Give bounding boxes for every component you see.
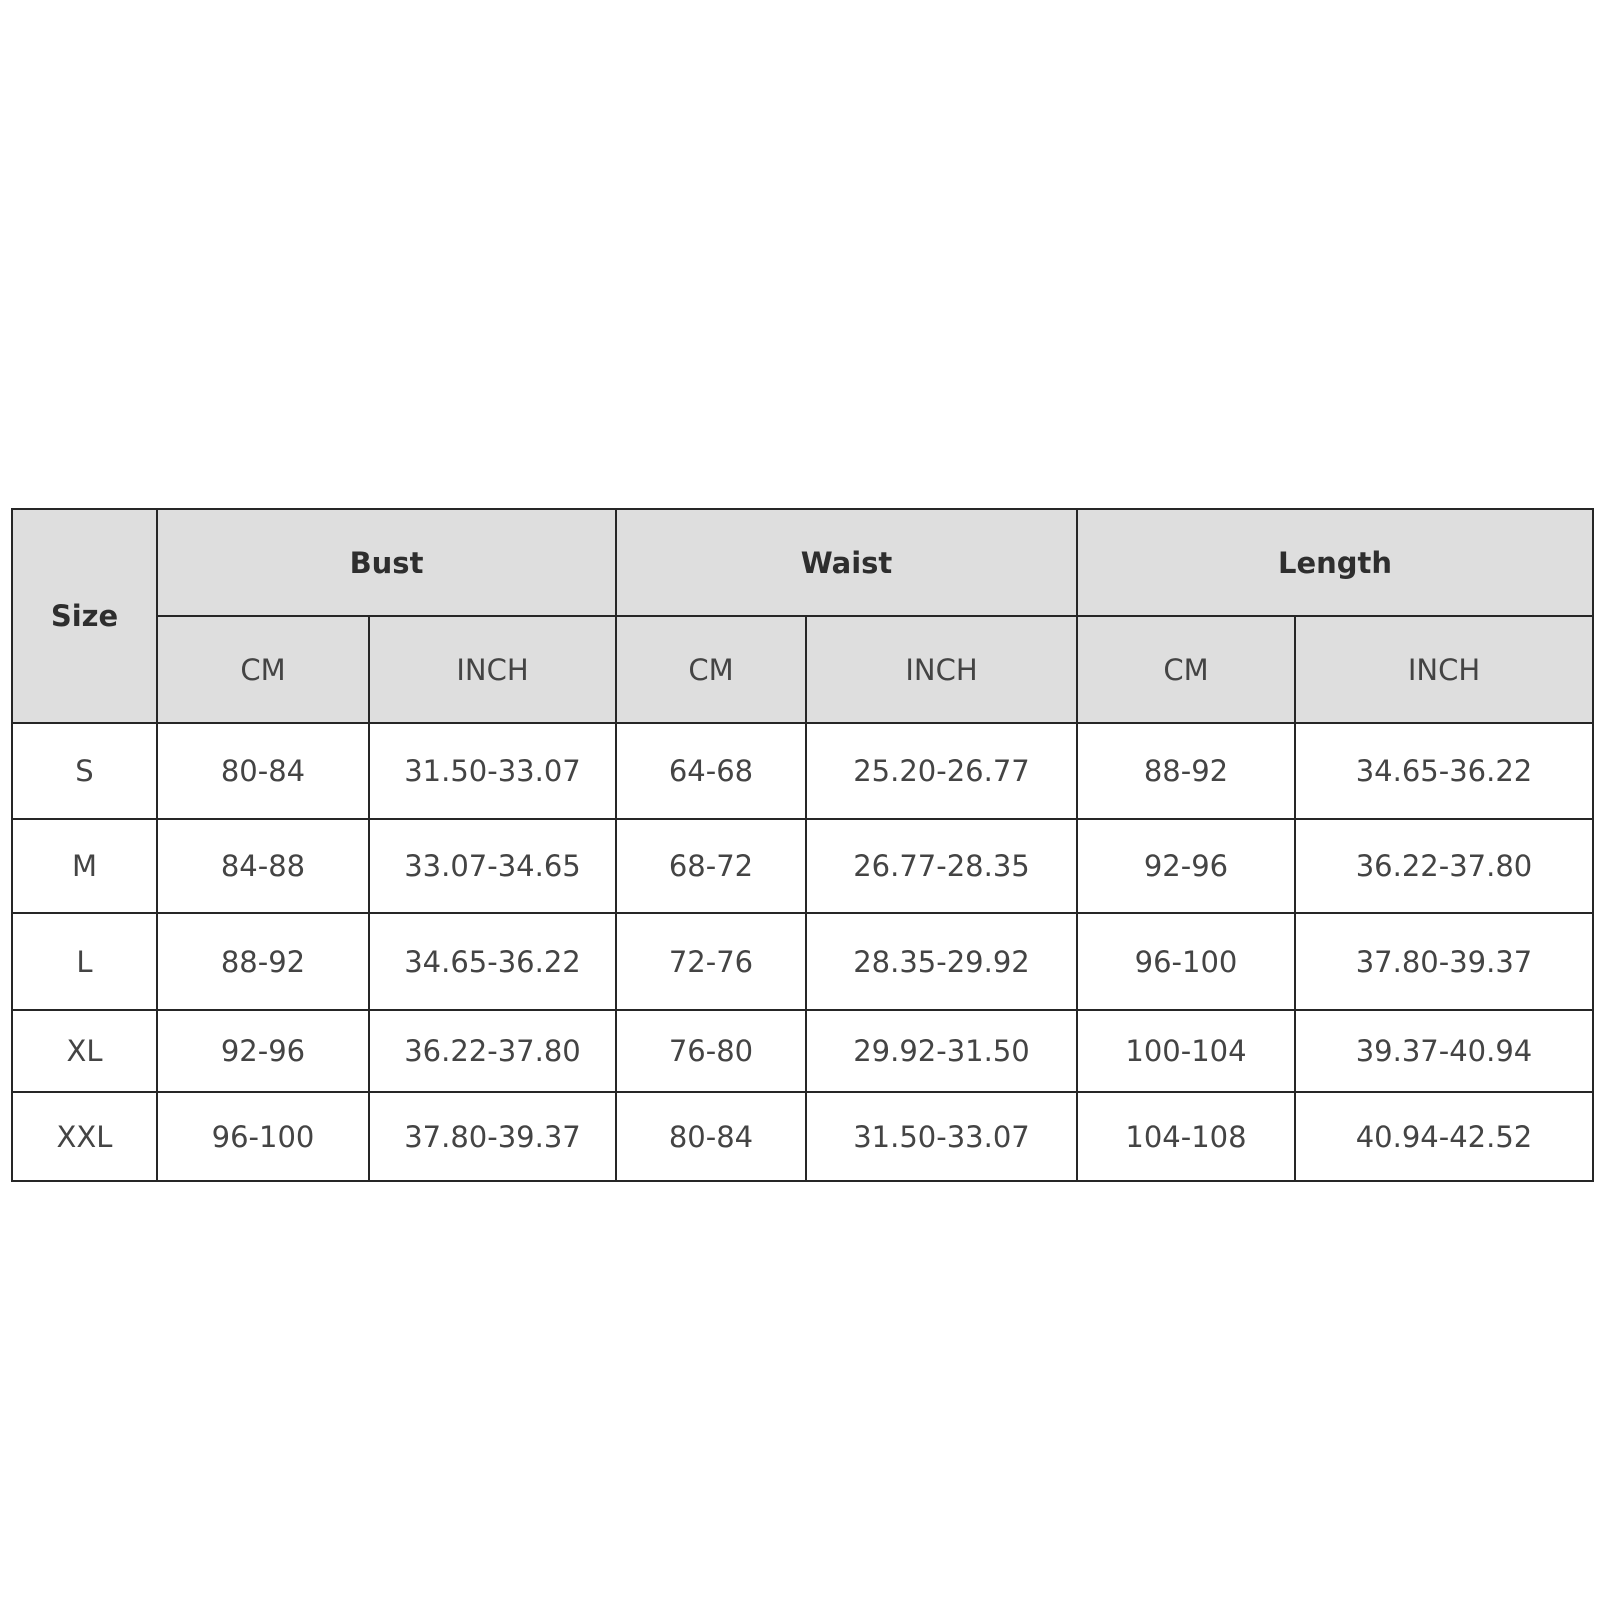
waist-cm-cell: 64-68 — [616, 723, 806, 819]
waist-cm-cell: 68-72 — [616, 819, 806, 913]
waist-inch-cell: 25.20-26.77 — [806, 723, 1077, 819]
table-row — [12, 1092, 1593, 1181]
unit-header-waist-inch: INCH — [806, 616, 1077, 723]
group-header-row — [12, 509, 1593, 616]
size-cell: L — [12, 913, 157, 1010]
table-row — [12, 819, 1593, 913]
unit-header-waist-cm: CM — [616, 616, 806, 723]
bust-inch-cell: 37.80-39.37 — [369, 1092, 616, 1181]
waist-cm-cell: 80-84 — [616, 1092, 806, 1181]
length-cm-cell: 92-96 — [1077, 819, 1295, 913]
unit-header-length-cm: CM — [1077, 616, 1295, 723]
waist-cm-cell: 76-80 — [616, 1010, 806, 1092]
length-cm-cell: 96-100 — [1077, 913, 1295, 1010]
waist-inch-cell: 26.77-28.35 — [806, 819, 1077, 913]
length-inch-cell: 39.37-40.94 — [1295, 1010, 1593, 1092]
bust-cm-cell: 84-88 — [157, 819, 369, 913]
size-cell: M — [12, 819, 157, 913]
bust-cm-cell: 88-92 — [157, 913, 369, 1010]
length-cm-cell: 88-92 — [1077, 723, 1295, 819]
unit-header-row — [12, 616, 1593, 723]
bust-cm-cell: 92-96 — [157, 1010, 369, 1092]
bust-cm-cell: 80-84 — [157, 723, 369, 819]
bust-inch-cell: 34.65-36.22 — [369, 913, 616, 1010]
size-cell: S — [12, 723, 157, 819]
bust-cm-cell: 96-100 — [157, 1092, 369, 1181]
length-inch-cell: 37.80-39.37 — [1295, 913, 1593, 1010]
waist-inch-cell: 31.50-33.07 — [806, 1092, 1077, 1181]
size-cell: XL — [12, 1010, 157, 1092]
bust-inch-cell: 36.22-37.80 — [369, 1010, 616, 1092]
table-row — [12, 1010, 1593, 1092]
waist-header: Waist — [616, 509, 1077, 616]
size-chart-table — [11, 508, 1594, 1182]
length-inch-cell: 40.94-42.52 — [1295, 1092, 1593, 1181]
length-inch-cell: 34.65-36.22 — [1295, 723, 1593, 819]
table-row — [12, 913, 1593, 1010]
waist-inch-cell: 29.92-31.50 — [806, 1010, 1077, 1092]
length-cm-cell: 104-108 — [1077, 1092, 1295, 1181]
length-inch-cell: 36.22-37.80 — [1295, 819, 1593, 913]
unit-header-bust-inch: INCH — [369, 616, 616, 723]
bust-header: Bust — [157, 509, 616, 616]
length-cm-cell: 100-104 — [1077, 1010, 1295, 1092]
table-row — [12, 723, 1593, 819]
unit-header-length-inch: INCH — [1295, 616, 1593, 723]
waist-inch-cell: 28.35-29.92 — [806, 913, 1077, 1010]
bust-inch-cell: 31.50-33.07 — [369, 723, 616, 819]
length-header: Length — [1077, 509, 1593, 616]
size-header: Size — [12, 509, 157, 723]
unit-header-bust-cm: CM — [157, 616, 369, 723]
bust-inch-cell: 33.07-34.65 — [369, 819, 616, 913]
size-cell: XXL — [12, 1092, 157, 1181]
waist-cm-cell: 72-76 — [616, 913, 806, 1010]
